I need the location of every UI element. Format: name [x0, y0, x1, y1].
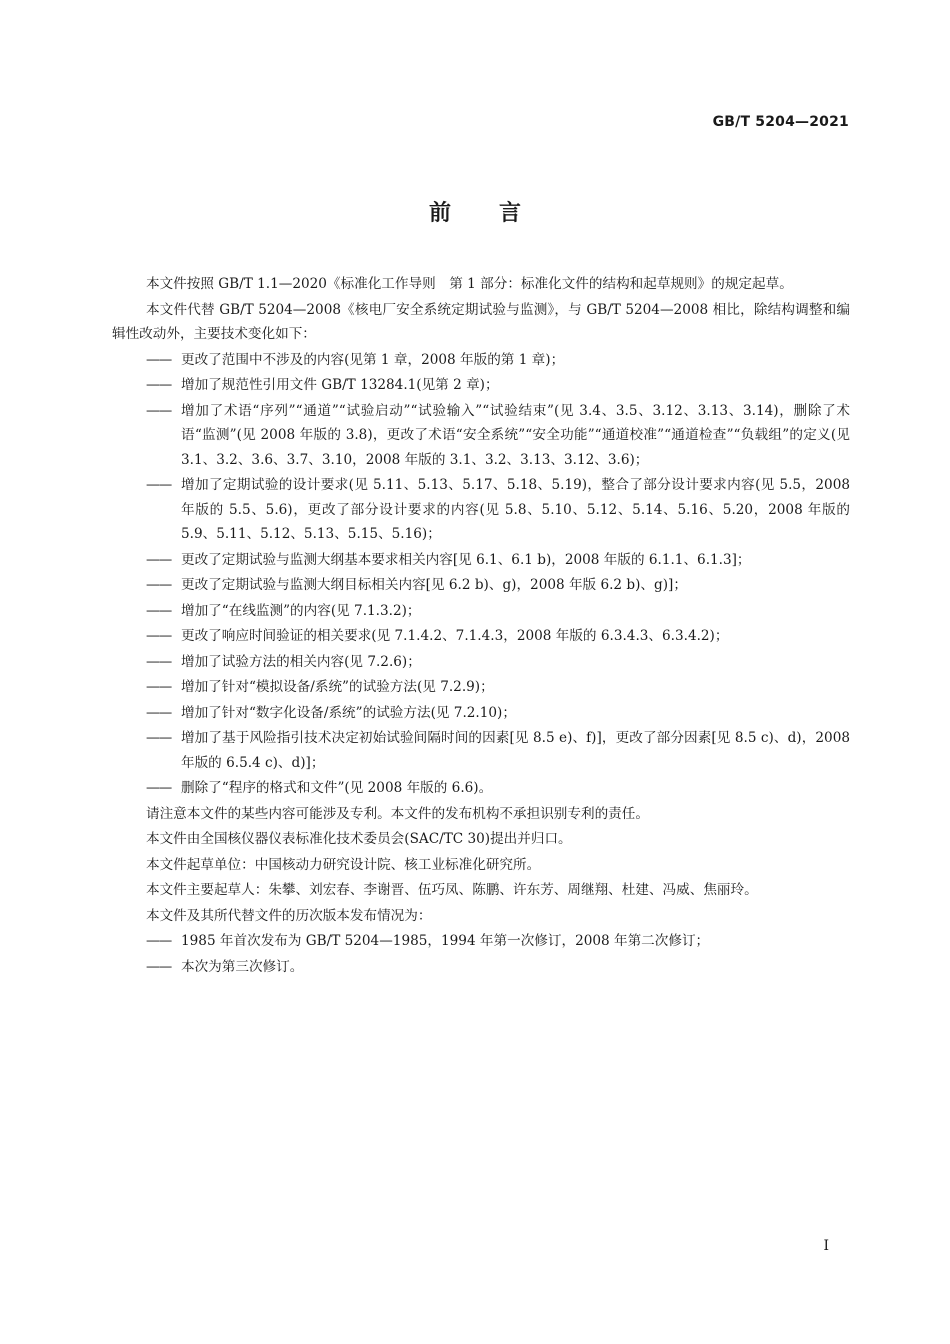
list-item: —— 1985 年首次发布为 GB/T 5204—1985，1994 年第一次修订，2008 年第二次修订； — [112, 929, 850, 954]
dash-marker: —— — [146, 704, 172, 721]
page-title: 前言 — [428, 201, 569, 226]
foreword-body — [112, 272, 850, 980]
intro-paragraph: 本文件代替 GB/T 5204—2008《核电厂安全系统定期试验与监测》，与 GB/T 5204—2008 相比，除结构调整和编辑性改动外，主要技术变化如下： — [112, 301, 850, 342]
intro-paragraph: 本文件按照 GB/T 1.1—2020《标准化工作导则 第 1 部分：标准化文件的结构和起草规则》的规定起草。 — [146, 276, 793, 292]
dash-marker: —— — [146, 351, 172, 368]
dash-marker: —— — [146, 679, 172, 695]
dash-marker: —— — [146, 958, 172, 975]
list-item: —— 更改了响应时间验证的相关要求(见 7.1.4.2、7.1.4.3，2008 年版的 6.3.4.3、6.3.4.2)； — [112, 624, 850, 649]
page-number: I — [823, 1238, 829, 1254]
dash-marker: —— — [146, 628, 172, 644]
history-intro: 本文件及其所代替文件的历次版本发布情况为： — [146, 907, 432, 924]
list-item: —— 增加了术语“序列”“通道”“试验启动”“试验输入”“试验结束”(见 3.4、3.5、3.12、3.13、3.14)，删除了术语“监测”(见 2008 年版的 3.8)，更改了术语“安全系统”“安全功能”“通道校准”“通道检查”“负载组”的定义(见 3.1、3.2、3.6、3.7、3.10，2008 年版的 3.1、3.2、3.13、3.12、3.6)； — [112, 399, 850, 473]
dash-marker: —— — [146, 551, 172, 568]
list-item: —— 增加了针对“模拟设备/系统”的试验方法(见 7.2.9)； — [112, 675, 850, 700]
dash-marker: —— — [146, 602, 172, 619]
list-item: —— 更改了定期试验与监测大纲基本要求相关内容[见 6.1、6.1 b)，2008 年版的 6.1.1、6.1.3]； — [112, 548, 850, 573]
list-item: —— 增加了基于风险指引技术决定初始试验间隔时间的因素[见 8.5 e)、f)]，更改了部分因素[见 8.5 c)、d)，2008 年版的 6.5.4 c)、d)]； — [112, 726, 850, 775]
list-item: —— 增加了“在线监测”的内容(见 7.1.3.2)； — [112, 599, 850, 624]
dash-marker: —— — [146, 780, 172, 796]
history-list — [112, 929, 850, 979]
dash-marker: —— — [146, 402, 172, 419]
drafting-units: 本文件起草单位：中国核动力研究设计院、核工业标准化研究所。 — [146, 856, 541, 873]
patent-notice: 请注意本文件的某些内容可能涉及专利。本文件的发布机构不承担识别专利的责任。 — [146, 805, 649, 822]
list-item: —— 增加了规范性引用文件 GB/T 13284.1(见第 2 章)； — [112, 373, 850, 398]
list-item: —— 增加了试验方法的相关内容(见 7.2.6)； — [112, 650, 850, 675]
drafters: 本文件主要起草人：朱攀、刘宏春、李谢晋、伍巧凤、陈鹏、许东芳、周继翔、杜建、冯威、焦丽玲。 — [146, 882, 758, 898]
dash-marker: —— — [146, 577, 172, 593]
list-item: —— 本次为第三次修订。 — [112, 955, 850, 980]
proposer-statement: 本文件由全国核仪器仪表标准化技术委员会(SAC/TC 30)提出并归口。 — [146, 831, 572, 847]
list-item: —— 更改了定期试验与监测大纲目标相关内容[见 6.2 b)、g)，2008 年版 6.2 b)、g)]； — [112, 573, 850, 598]
dash-marker: —— — [146, 933, 172, 949]
dash-marker: —— — [146, 377, 172, 393]
list-item: —— 删除了“程序的格式和文件”(见 2008 年版的 6.6)。 — [112, 776, 850, 801]
dash-marker: —— — [146, 730, 172, 746]
standard-code-header: GB/T 5204—2021 — [712, 114, 849, 130]
dash-marker: —— — [146, 477, 172, 493]
dash-marker: —— — [146, 653, 172, 670]
list-item: —— 增加了针对“数字化设备/系统”的试验方法(见 7.2.10)； — [112, 701, 850, 726]
changes-list — [112, 348, 850, 801]
list-item: —— 增加了定期试验的设计要求(见 5.11、5.13、5.17、5.18、5.19)，整合了部分设计要求内容(见 5.5，2008 年版的 5.5、5.6)，更改了部分设计要求的内容(见 5.8、5.10、5.12、5.14、5.16、5.20，2008 年版的 5.9、5.11、5.12、5.13、5.15、5.16)； — [112, 473, 850, 547]
list-item: —— 更改了范围中不涉及的内容(见第 1 章，2008 年版的第 1 章)； — [112, 348, 850, 373]
